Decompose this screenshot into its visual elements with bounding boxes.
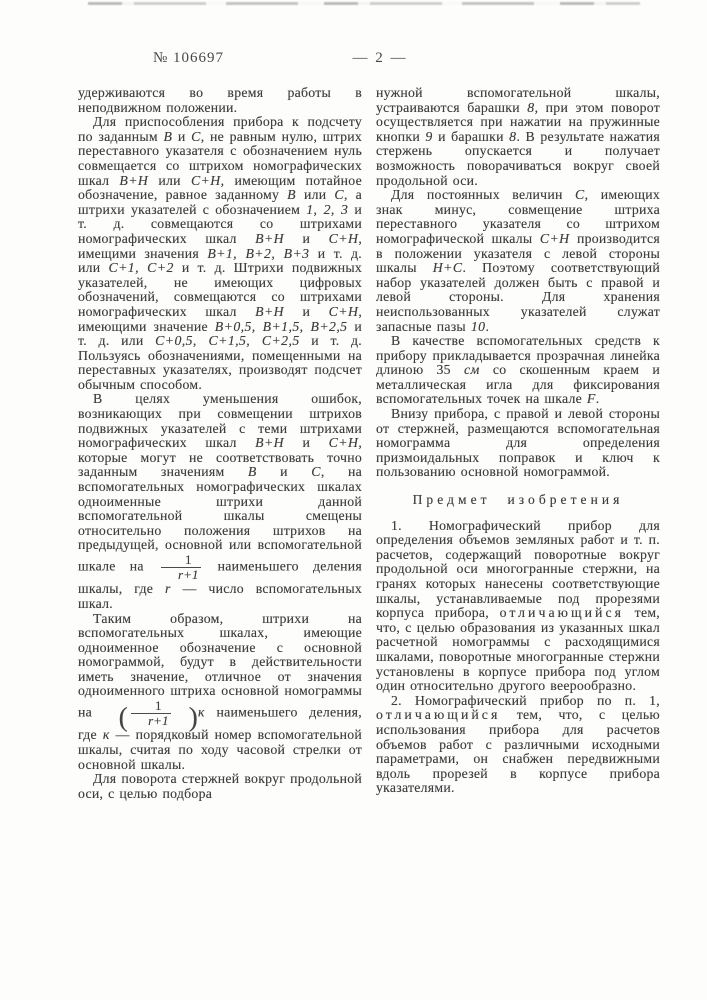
math-variable: 9 xyxy=(425,128,433,144)
math-variable: В xyxy=(163,128,173,144)
column-right xyxy=(376,86,660,801)
math-variable: В xyxy=(287,187,296,203)
math-variable: С+Н xyxy=(539,230,570,246)
math-variable: r xyxy=(164,581,171,597)
math-variable: С+Н xyxy=(328,303,359,319)
math-variable: С+Н xyxy=(328,230,359,246)
math-variable: С+Н xyxy=(190,172,221,188)
emphasized-term: отличающийся xyxy=(376,707,501,723)
math-variable: F xyxy=(586,391,596,407)
paragraph: удерживаются во время работы в неподвижном положении. xyxy=(78,85,362,115)
inline-fraction: ( $\frac{1}{r+1}$ ) xyxy=(118,698,199,732)
emphasized-term: отличающийся xyxy=(499,605,624,621)
math-variable: С+Н xyxy=(328,435,359,451)
math-variable: В+Н xyxy=(255,230,285,246)
math-variable: 8 xyxy=(527,99,535,115)
math-variable: В+0,5, В+1,5, В+2,5 xyxy=(214,318,348,334)
math-variable: С xyxy=(334,187,344,203)
math-variable: см xyxy=(463,362,480,378)
math-variable: С xyxy=(311,464,321,480)
paragraph: нужной вспомогательной шкалы, устраиваются барашки 8, при этом поворот осуществляется при нажатии на пружинные кнопки 9 и барашки 8. В результате нажатия стержень опускается и получает возможность поворачиваться вокруг своей продольной оси. xyxy=(376,85,661,188)
paragraph: Для приспособления прибора к подсчету по заданным В и С, не равным нулю, штрих переставного указателя с обозначением нуль совмещается со штрихом номографических шкал В+Н или С+Н, имеющим потайное обозначение, равное заданному В или С, а штрихи указателей с обозначением 1, 2, 3 и т. д. совмещаются со штрихами номографических шкал В+Н и С+Н, имещими значения В+1, В+2, В+3 и т. д. или С+1, С+2 и т. д. Штрихи подвижных указателей, не имеющих цифровых обозначений, совмещаются со штрихами номографических шкал В+Н и С+Н, имеющими значение В+0,5, В+1,5, В+2,5 и т. д. или С+0,5, С+1,5, С+2,5 и т. д. Пользуясь обозначениями, помещенными на переставных указателях, производят подсчет обычным способом. xyxy=(78,114,363,392)
document-body xyxy=(78,86,660,801)
math-variable: В+Н xyxy=(119,172,149,188)
math-variable: Н+С xyxy=(432,260,463,276)
math-variable: 1, 2, 3 xyxy=(306,201,349,217)
patent-number: № 106697 xyxy=(153,50,225,66)
page-header xyxy=(0,50,707,72)
paragraph: Для постоянных величин С, имеющих знак минус, совмещение штриха переставного указателя со штрихом номографической шкалы С+Н производится в положении указателя с левой стороны шкалы Н+С. Поэтому соответствующий набор указателей должен быть с правой и левой стороны. Для хранения неиспользованных указателей служат запасные пазы 10. xyxy=(376,187,660,334)
math-variable: к xyxy=(102,727,110,743)
math-variable: С xyxy=(191,128,201,144)
column-left xyxy=(78,86,362,801)
math-variable: В+1, В+2, В+3 xyxy=(207,245,310,261)
math-variable: В+Н xyxy=(255,303,285,319)
paragraph: В качестве вспомогательных средств к прибору прикладывается прозрачная линейка длиною 35 см со скошенным краем и металлическая игла для фиксирования вспомогательных точек на шкале F. xyxy=(376,333,660,407)
paragraph: 2. Номографический прибор по п. 1, отличающийся тем, что, с целью использования прибора для расчетов объемов работ с различными исходными параметрами, он снабжен передвижными вдоль прорезей в корпусе прибора указателями. xyxy=(376,692,660,796)
inline-fraction: $\frac{1}{r+1}$ xyxy=(158,559,204,574)
scan-artifact-line xyxy=(88,2,640,5)
math-variable: С+1, С+2 xyxy=(108,260,174,276)
math-variable: 8 xyxy=(509,128,517,144)
math-variable: 10 xyxy=(470,318,486,334)
math-variable: В xyxy=(247,464,257,480)
paragraph: Таким образом, штрихи на вспомогательных шкалах, имеющие одноименное обозначение с основной номограммой, будут в действительности иметь значение, отличное от значения одноименного штриха основной номограммы на ( $\frac{1}{r+1}$ )к наименьшего деления, где к — порядковый номер вспомогательной шкалы, считая по ходу часовой стрелки от основной шкалы. xyxy=(78,610,362,772)
paragraph: Для поворота стержней вокруг продольной оси, с целью подбора xyxy=(78,771,362,801)
paragraph: 1. Номографический прибор для определения объемов земляных работ и т. п. расчетов, содержащий поворотные вокруг продольной оси многогранные стержни, на гранях которых нанесены соответствующие шкалы, устанавливаемые под прорезями корпуса прибора, отличающийся тем, что, с целью образования из указанных шкал расчетной номограммы с расходящимися шкалами, поворотные многогранные стержни установлены в корпусе прибора под углом один относительно другого веерообразно. xyxy=(376,517,661,694)
math-variable: В+Н xyxy=(255,435,285,451)
paragraph: В целях уменьшения ошибок, возникающих при совмещении штрихов подвижных указателей с теми штрихами номографических шкал В+Н и С+Н, которые могут не соответствовать точно заданным значениям В и С, на вспомогательных номографических шкалах одноименные штрихи данной вспомогательной шкалы смещены относительно положения штрихов на предыдущей, основной или вспомогательной шкале на $\frac{1}{r+1}$ наименьшего деления шкалы, где r — число вспомогательных шкал. xyxy=(78,391,363,611)
math-variable: С xyxy=(575,187,585,203)
paragraph: Внизу прибора, с правой и левой стороны от стержней, размещаются вспомогательная номограмма для определения призмоидальных поправок и ключ к пользованию основной номограммой. xyxy=(376,406,660,480)
page-number: — 2 — xyxy=(352,50,408,66)
math-variable: С+0,5, С+1,5, С+2,5 xyxy=(155,333,300,349)
math-variable: к xyxy=(198,704,205,720)
section-heading: Предмет изобретения xyxy=(412,492,624,508)
